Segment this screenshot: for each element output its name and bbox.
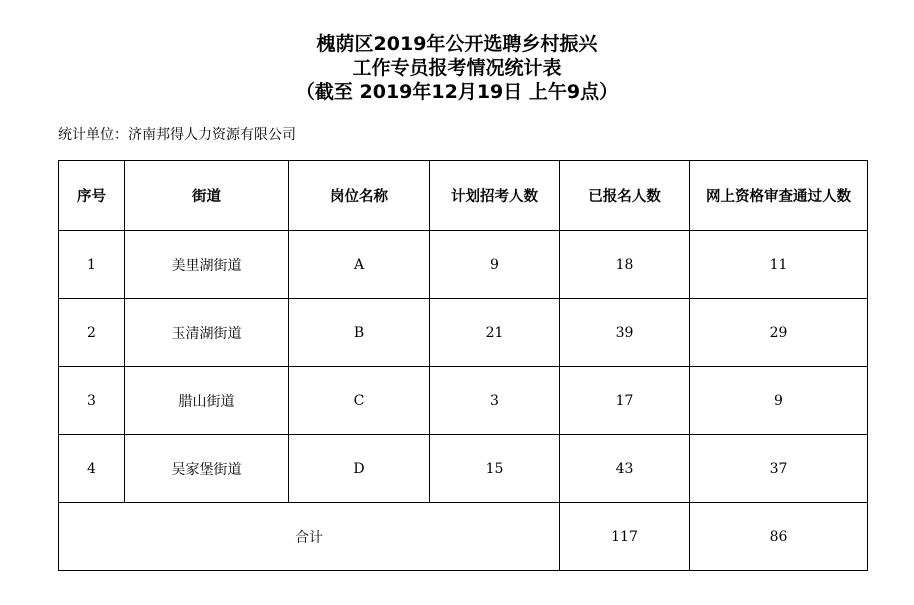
cell-position: B <box>289 299 430 367</box>
cell-passed: 29 <box>690 299 868 367</box>
cell-registered: 18 <box>560 231 690 299</box>
cell-passed: 37 <box>690 435 868 503</box>
cell-position: D <box>289 435 430 503</box>
table-row <box>59 435 868 503</box>
cell-index: 2 <box>59 299 125 367</box>
cell-index: 3 <box>59 367 125 435</box>
header-index: 序号 <box>59 161 125 231</box>
cell-planned: 15 <box>430 435 560 503</box>
cell-index: 4 <box>59 435 125 503</box>
cell-planned: 9 <box>430 231 560 299</box>
cell-registered: 43 <box>560 435 690 503</box>
table-row <box>59 299 868 367</box>
statistics-unit: 统计单位：济南邦得人力资源有限公司 <box>58 127 296 143</box>
header-position: 岗位名称 <box>289 161 430 231</box>
total-passed: 86 <box>690 503 868 571</box>
table-row <box>59 367 868 435</box>
header-planned: 计划招考人数 <box>430 161 560 231</box>
table-row <box>59 231 868 299</box>
total-label: 合计 <box>59 503 560 571</box>
cell-position: C <box>289 367 430 435</box>
cell-passed: 9 <box>690 367 868 435</box>
header-street: 街道 <box>125 161 289 231</box>
table-header-row <box>59 161 868 231</box>
cell-planned: 21 <box>430 299 560 367</box>
header-registered: 已报名人数 <box>560 161 690 231</box>
cell-position: A <box>289 231 430 299</box>
cell-index: 1 <box>59 231 125 299</box>
title-line-2: 工作专员报考情况统计表 <box>352 57 562 79</box>
title-line-1: 槐荫区2019年公开选聘乡村振兴 <box>316 33 598 55</box>
title-line-3: （截至 2019年12月19日 上午9点） <box>295 81 619 103</box>
cell-registered: 17 <box>560 367 690 435</box>
cell-street: 吴家堡街道 <box>125 435 289 503</box>
cell-street: 玉清湖街道 <box>125 299 289 367</box>
total-row <box>59 503 868 571</box>
statistics-table <box>58 160 868 571</box>
header-passed: 网上资格审查通过人数 <box>690 161 868 231</box>
cell-street: 腊山街道 <box>125 367 289 435</box>
cell-planned: 3 <box>430 367 560 435</box>
total-registered: 117 <box>560 503 690 571</box>
cell-street: 美里湖街道 <box>125 231 289 299</box>
cell-registered: 39 <box>560 299 690 367</box>
cell-passed: 11 <box>690 231 868 299</box>
